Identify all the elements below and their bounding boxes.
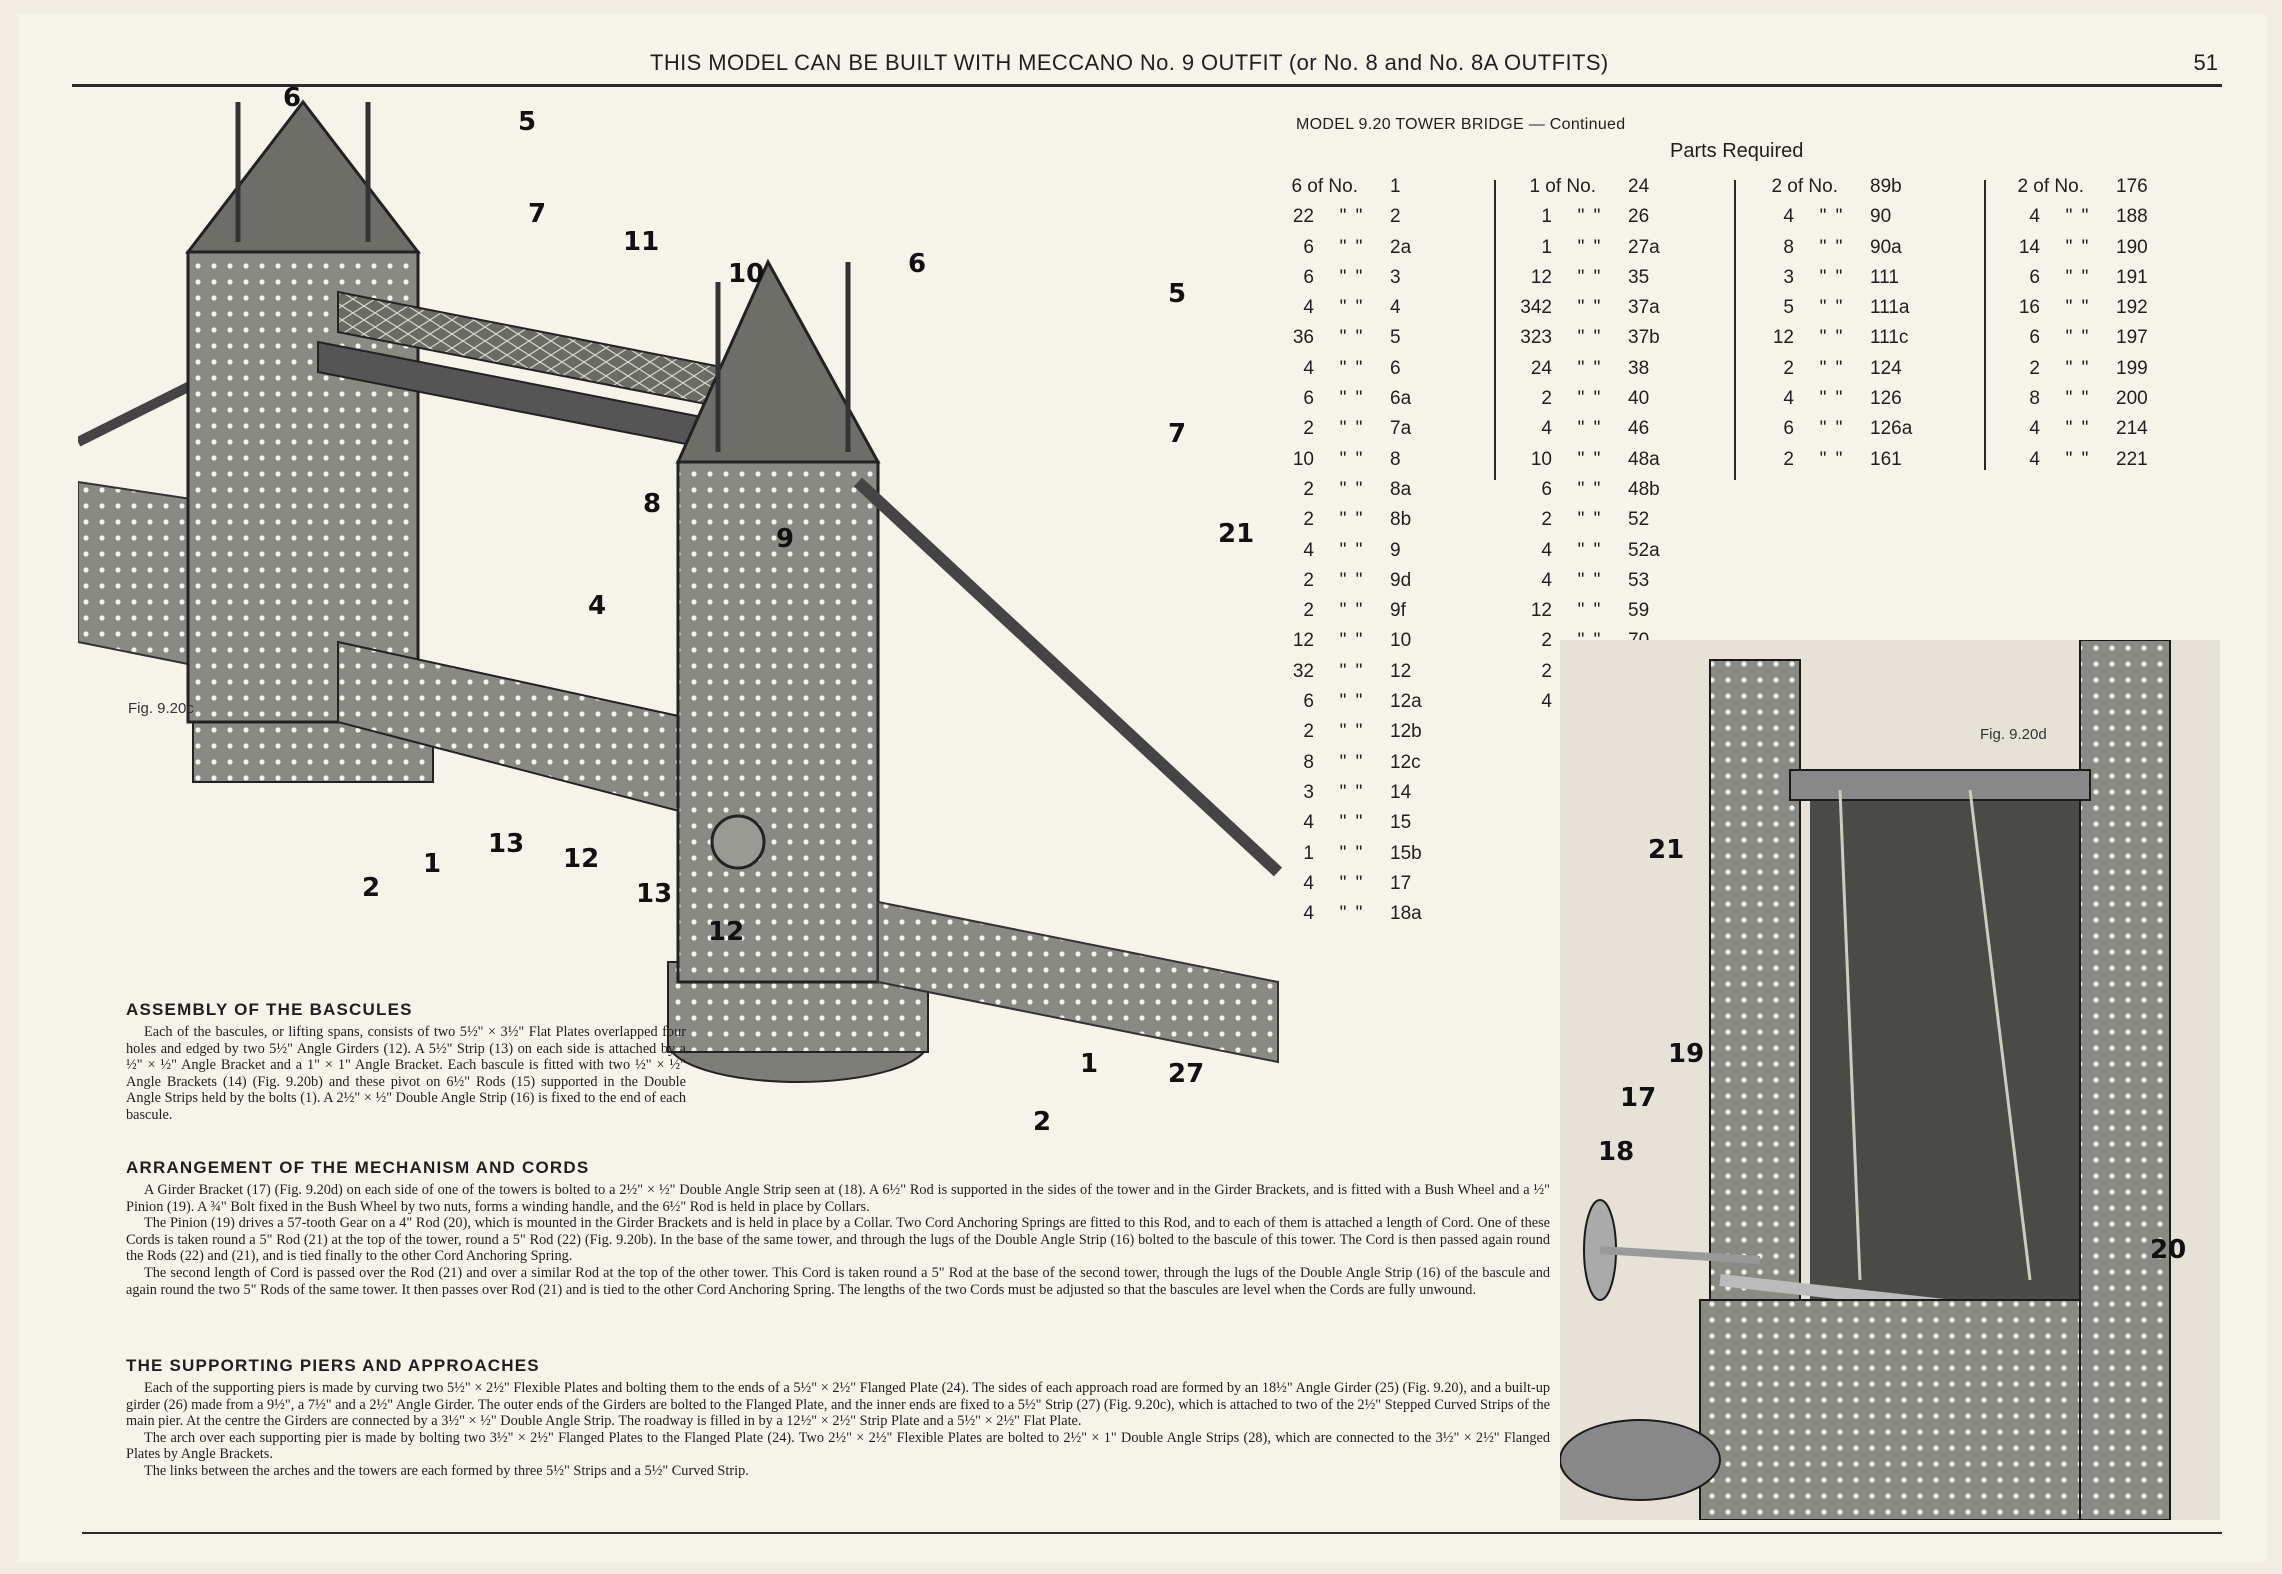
text-mechanism <box>126 1182 1550 1298</box>
parts-row: 6 " " 126a <box>1783 418 1913 440</box>
callout-main-9: 9 <box>776 524 795 554</box>
parts-row: 14 " " 190 <box>2018 236 2148 258</box>
parts-divider-3 <box>1984 180 1986 470</box>
page-number: 51 <box>2193 50 2218 75</box>
parts-row: 2 " " 161 <box>1783 448 1902 470</box>
parts-row: 342 " " 37a <box>1520 297 1660 319</box>
parts-row: 24 " " 38 <box>1530 357 1650 379</box>
parts-row: 1 " " 15b <box>1303 842 1422 864</box>
paragraph: The arch over each supporting pier is made by bolting two 3½" × 2½" Flanged Plates to the Flanged Plate (24). Two 2½" × 2½" Flexible Plates are bolted to 2½" × 1" Double Angle Strips (28), which are connected to the 3½" × 2½" Flanged Plates by Angle Brackets. <box>126 1429 1550 1463</box>
parts-row: 4 " " 4 <box>1303 297 1401 319</box>
parts-row: 6 " " 2a <box>1303 236 1412 258</box>
tower-right-girder <box>2080 640 2170 1520</box>
mechanism-illustration <box>1560 640 2220 1520</box>
paragraph: The links between the arches and the towers are each formed by three 5½" Strips and a 5½" Curved Strip. <box>144 1462 749 1479</box>
parts-row: 4 " " 18a <box>1303 903 1422 925</box>
right-suspension-rod <box>858 482 1278 872</box>
parts-row: 4 " " 126 <box>1783 388 1902 410</box>
parts-row: 1 " " 26 <box>1541 206 1650 228</box>
parts-row: 6 of No. 1 <box>1291 176 1401 197</box>
parts-row: 4 " " 221 <box>2029 448 2148 470</box>
callout-main-12a: 12 <box>563 844 600 874</box>
parts-divider-1 <box>1494 180 1496 480</box>
parts-row: 4 " " 214 <box>2029 418 2148 440</box>
parts-row: 12 " " 35 <box>1530 266 1650 288</box>
parts-row: 2 " " 9f <box>1303 600 1406 622</box>
callout-main-12b: 12 <box>708 917 745 947</box>
callout-main-6b: 6 <box>908 249 927 279</box>
fig-caption-main: Fig. 9.20c <box>128 700 194 717</box>
heading-bascules: ASSEMBLY OF THE BASCULES <box>126 1000 413 1019</box>
parts-column-3 <box>1742 172 1930 475</box>
callout-main-5b: 5 <box>1168 279 1187 309</box>
parts-row: 2 " " 9d <box>1303 569 1412 591</box>
fig-caption-detail: Fig. 9.20d <box>1980 726 2047 743</box>
winding-wheel <box>712 816 764 868</box>
figure-mechanism-detail <box>1560 640 2220 1520</box>
callout-main-2b: 2 <box>1033 1107 1052 1132</box>
parts-row: 4 " " 53 <box>1541 569 1650 591</box>
text-piers <box>126 1380 1550 1480</box>
parts-divider-2 <box>1734 180 1736 480</box>
parts-row: 6 " " 197 <box>2029 327 2148 349</box>
parts-row: 4 " " 46 <box>1541 418 1650 440</box>
parts-row: 6 " " 6a <box>1303 388 1412 410</box>
parts-row: 10 " " 48a <box>1530 448 1660 470</box>
callout-main-21: 21 <box>1218 519 1255 549</box>
parts-row: 2 " " 8b <box>1303 509 1412 531</box>
parts-row: 2 of No. 176 <box>2017 176 2148 197</box>
callout-main-11: 11 <box>623 227 660 257</box>
parts-row: 2 <box>1541 630 1552 652</box>
parts-row: 22 " " 2 <box>1292 206 1401 228</box>
paragraph: A Girder Bracket (17) (Fig. 9.20d) on each side of one of the towers is bolted to a 2½" × ½" Double Angle Strip seen at (18). A 6½" Rod is supported in the sides of the tower and in the Girder Brackets, and is fitted with a Bush Wheel and a ½" Pinion (19). A ¾" Bolt fixed in the Bush Wheel by two nuts, forms a winding handle, and the 6½" Rod is held in place by Collars. <box>126 1182 1550 1215</box>
parts-row: 12 " " 10 <box>1292 630 1412 652</box>
callout-main-7b: 7 <box>1168 419 1187 449</box>
tower-bridge-illustration <box>78 82 1298 1132</box>
bottom-rule <box>82 1532 2222 1534</box>
header-title: THIS MODEL CAN BE BUILT WITH MECCANO No. 9 OUTFIT (or No. 8 and No. 8A OUTFITS) <box>650 50 1609 75</box>
parts-row: 5 " " 111a <box>1783 297 1910 319</box>
paragraph: Each of the bascules, or lifting spans, consists of two 5½" × 3½" Flat Plates overlapped four holes and edged by two 5½" Angle Girders (12). A 5½" Strip (13) on each side is attached by a ½" × ½" Angle Bracket and a 1" × 1" Angle Bracket. Each bascule is fitted with two ½" × ½" Angle Brackets (14) (Fig. 9.20b) and these pivot on 6½" Rods (15) supported in the Double Angle Strips held by the bolts (1). A 2½" × ½" Double Angle Strip (16) is fixed to the end of each bascule. <box>126 1024 686 1123</box>
parts-row: 8 " " 12c <box>1303 751 1421 773</box>
paragraph: The second length of Cord is passed over the Rod (21) and over a similar Rod at the top of the other tower. This Cord is taken round a 5" Rod at the base of the second tower, through the lugs of the Double Angle Strip (16) of the bascule and again round the two 5" Rods of the same tower. It then passes over Rod (21) and is tied to the other Cord Anchoring Spring. The lengths of the two Cords must be adjusted so that the bascules are level when the Cords are fully unwound. <box>126 1264 1550 1298</box>
parts-row: 2 " " 8a <box>1303 478 1412 500</box>
callout-detail-17: 17 <box>1620 1083 1657 1113</box>
parts-column-2 <box>1500 172 1688 717</box>
parts-row: 6 " " 191 <box>2029 266 2148 288</box>
callout-main-4: 4 <box>588 591 607 621</box>
girder-bracket <box>1700 1300 2080 1520</box>
callout-main-7a: 7 <box>528 199 547 229</box>
parts-row: 2 " " 7a <box>1303 418 1412 440</box>
parts-title: Parts Required <box>1670 140 1804 162</box>
parts-row: 4 " " 9 <box>1303 539 1401 561</box>
callout-main-5a: 5 <box>518 107 537 137</box>
callout-main-13a: 13 <box>488 829 525 859</box>
parts-row: 6 " " 48b <box>1541 478 1660 500</box>
callout-main-2a: 2 <box>362 873 381 903</box>
left-tower-roof <box>188 102 418 252</box>
parts-column-4 <box>1988 172 2176 475</box>
parts-row: 2 " " 40 <box>1541 388 1650 410</box>
parts-row: 1 " " 27a <box>1541 236 1660 258</box>
parts-row: 8 " " 200 <box>2029 388 2148 410</box>
parts-row: 4 " " 6 <box>1303 357 1401 379</box>
parts-row: 2 of No. 89b <box>1771 176 1902 197</box>
parts-row: 32 " " 12 <box>1292 660 1412 682</box>
heading-piers: THE SUPPORTING PIERS AND APPROACHES <box>126 1356 540 1375</box>
parts-row: 16 " " 192 <box>2018 297 2148 319</box>
parts-column-1 <box>1262 172 1450 929</box>
pier-detail <box>1560 1420 1720 1500</box>
callout-detail-20: 20 <box>2150 1235 2187 1265</box>
parts-row: 12 " " 111c <box>1772 327 1909 349</box>
parts-row: 6 " " 3 <box>1303 266 1401 288</box>
parts-row: 2 " " 124 <box>1783 357 1902 379</box>
model-heading: MODEL 9.20 TOWER BRIDGE — Continued <box>1296 116 1626 133</box>
parts-row: 2 <box>1541 660 1552 682</box>
parts-row: 3 " " 14 <box>1303 781 1412 803</box>
parts-row: 36 " " 5 <box>1292 327 1401 349</box>
parts-row: 4 <box>1541 691 1552 713</box>
parts-row: 4 " " 188 <box>2029 206 2148 228</box>
callout-main-1a: 1 <box>423 849 442 879</box>
callout-main-10: 10 <box>728 259 765 289</box>
parts-row: 12 " " 59 <box>1530 600 1650 622</box>
parts-row: 2 " " 199 <box>2029 357 2148 379</box>
parts-row: 4 " " 52a <box>1541 539 1660 561</box>
callout-detail-19: 19 <box>1668 1039 1705 1069</box>
callout-main-1b: 1 <box>1080 1049 1099 1079</box>
heading-mechanism: ARRANGEMENT OF THE MECHANISM AND CORDS <box>126 1158 590 1177</box>
parts-row: 4 " " 17 <box>1303 872 1412 894</box>
parts-row: 3 " " 111 <box>1783 266 1899 288</box>
paragraph: Each of the supporting piers is made by curving two 5½" × 2½" Flexible Plates and bolting them to the ends of a 5½" × 2½" Flanged Plate (24). The sides of each approach road are formed by an 18½" Angle Girder (25) (Fig. 9.20), and a built-up girder (26) made from a 9½", a 7½" and a 2½" Angle Girder. The outer ends of the Girders are bolted to the Flanged Plate, and the inner ends are fixed to a 5½" Strip (27) (Fig. 9.20c), which is attached to two of the 2½" Stepped Curved Strips of the main pier. At the centre the Girders are connected by a 3½" × ½" Double Angle Strip. The roadway is filled in by a 12½" × 2½" Strip Plate and a 5½" × 2½" Flat Plate. <box>126 1380 1550 1430</box>
parts-row: 1 of No. 24 <box>1529 176 1650 197</box>
parts-row: 8 " " 90a <box>1783 236 1902 258</box>
parts-row: 4 " " 90 <box>1783 206 1892 228</box>
text-bascules <box>126 1024 686 1124</box>
right-approach-road <box>878 902 1278 1062</box>
parts-row: 10 " " 8 <box>1292 448 1401 470</box>
page-header <box>0 40 2248 80</box>
parts-row: 323 " " 37b <box>1520 327 1660 349</box>
tower-top-cross <box>1790 770 2090 800</box>
callout-main-13b: 13 <box>636 879 673 909</box>
parts-row: 2 " " 12b <box>1303 721 1422 743</box>
figure-tower-bridge <box>78 82 1298 1132</box>
parts-row: 2 " " 52 <box>1541 509 1650 531</box>
callout-detail-21: 21 <box>1648 835 1685 865</box>
parts-row: 6 " " 12a <box>1303 691 1422 713</box>
callout-main-8: 8 <box>643 489 662 519</box>
parts-row: 4 " " 15 <box>1303 812 1412 834</box>
callout-main-27: 27 <box>1168 1059 1205 1089</box>
callout-detail-18: 18 <box>1598 1137 1635 1167</box>
paragraph: The Pinion (19) drives a 57-tooth Gear on a 4" Rod (20), which is mounted in the Girder Brackets and is held in place by a Collar. Two Cord Anchoring Springs are fitted to this Rod, and to each of them is attached a length of Cord. One of these Cords is taken round a 5" Rod (21) at the top of the tower, round a 5" Rod (22) (Fig. 9.20b). In the base of the same tower, and through the lugs of the Double Angle Strip (16) bolted to the bascule of this tower. The Cord is then passed again round the Rods (22) and (21), and is tied finally to the other Cord Anchoring Spring. <box>126 1215 1550 1265</box>
callout-main-6a: 6 <box>283 83 302 113</box>
